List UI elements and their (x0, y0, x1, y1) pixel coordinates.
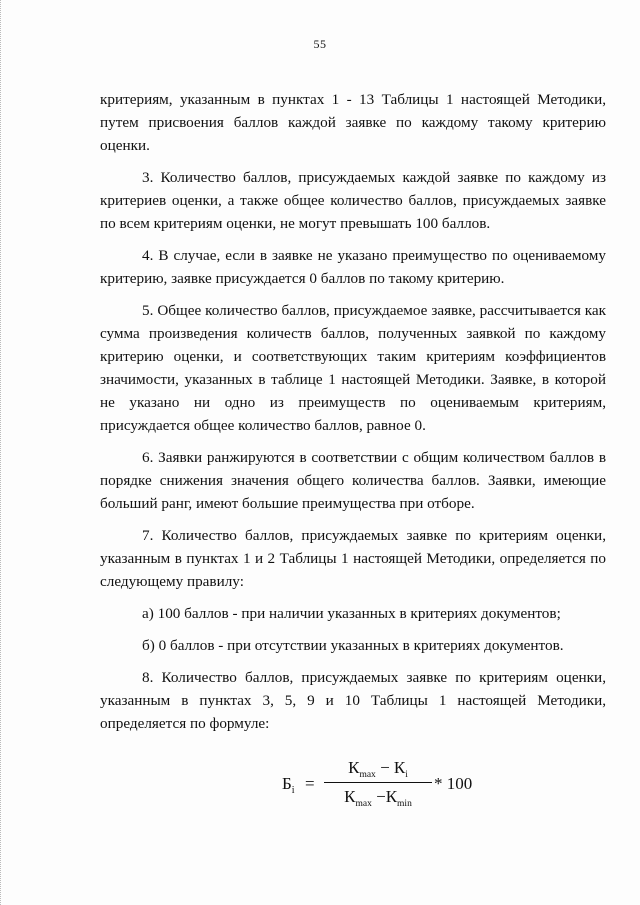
paragraph: 7. Количество баллов, присуждаемых заявке по критериям оценки, указанным в пунктах 1 и 2 Таблицы 1 настоящей Методики, определяется по следующему правилу: (100, 527, 606, 590)
list-item: б) 0 баллов - при отсутствии указанных в критериях документов. (142, 637, 564, 654)
denominator-term-a: К (344, 787, 356, 806)
paragraph: критериям, указанным в пунктах 1 - 13 Таблицы 1 настоящей Методики, путем присвоения баллов каждой заявке по каждому такому критерию оценки. (100, 91, 606, 154)
formula-lhs (282, 774, 295, 794)
numerator-term-b: К (393, 758, 406, 777)
paragraph: 4. В случае, если в заявке не указано преимущество по оцениваемому критерию, заявке присуждается 0 баллов по такому критерию. (100, 247, 606, 287)
page-number: 55 (313, 37, 327, 51)
denominator-term-b-subscript: min (397, 799, 412, 809)
formula-numerator (324, 756, 432, 780)
denominator-term-a-subscript: max (355, 799, 372, 809)
formula-denominator (324, 785, 432, 809)
formula-fraction (324, 756, 432, 809)
body-text (100, 88, 606, 744)
numerator-term-b-subscript: i (405, 770, 408, 780)
formula-lhs-subscript: i (291, 785, 295, 796)
list-item: а) 100 баллов - при наличии указанных в критериях документов; (142, 605, 561, 622)
paragraph: 6. Заявки ранжируются в соответствии с общим количеством баллов в порядке снижения значения общего количества баллов. Заявки, имеющие больший ранг, имеют большие преимущества при отборе. (100, 449, 606, 512)
fraction-bar (324, 782, 432, 783)
denominator-term-b: К (385, 787, 398, 806)
formula-equals: = (305, 774, 315, 793)
paragraph: 5. Общее количество баллов, присуждаемое заявке, рассчитывается как сумма произведения количеств баллов, полученных заявкой по каждому критерию оценки, и соответствующих таким критериям коэффициентов значимости, указанных в таблице 1 настоящей Методики. Заявке, в которой не указано ни одно из преимуществ по оцениваемым критериям, присуждается общее количество баллов, равное 0. (100, 302, 606, 434)
denominator-operator: − (376, 787, 386, 806)
numerator-term-a: К (348, 758, 360, 777)
score-formula (282, 756, 482, 826)
paragraph: 3. Количество баллов, присуждаемых каждой заявке по каждому из критериев оценки, а также общее количество баллов, присуждаемых заявке по всем критериям оценки, не могут превышать 100 баллов. (100, 169, 606, 232)
formula-lhs-symbol: Б (282, 774, 292, 793)
numerator-term-a-subscript: max (359, 770, 376, 780)
formula-multiplier: * 100 (434, 774, 473, 793)
paragraph: 8. Количество баллов, присуждаемых заявке по критериям оценки, указанным в пунктах 3, 5, 9 и 10 Таблицы 1 настоящей Методики, определяется по формуле: (100, 669, 606, 732)
numerator-operator: − (380, 758, 390, 777)
scan-edge (0, 0, 4, 905)
